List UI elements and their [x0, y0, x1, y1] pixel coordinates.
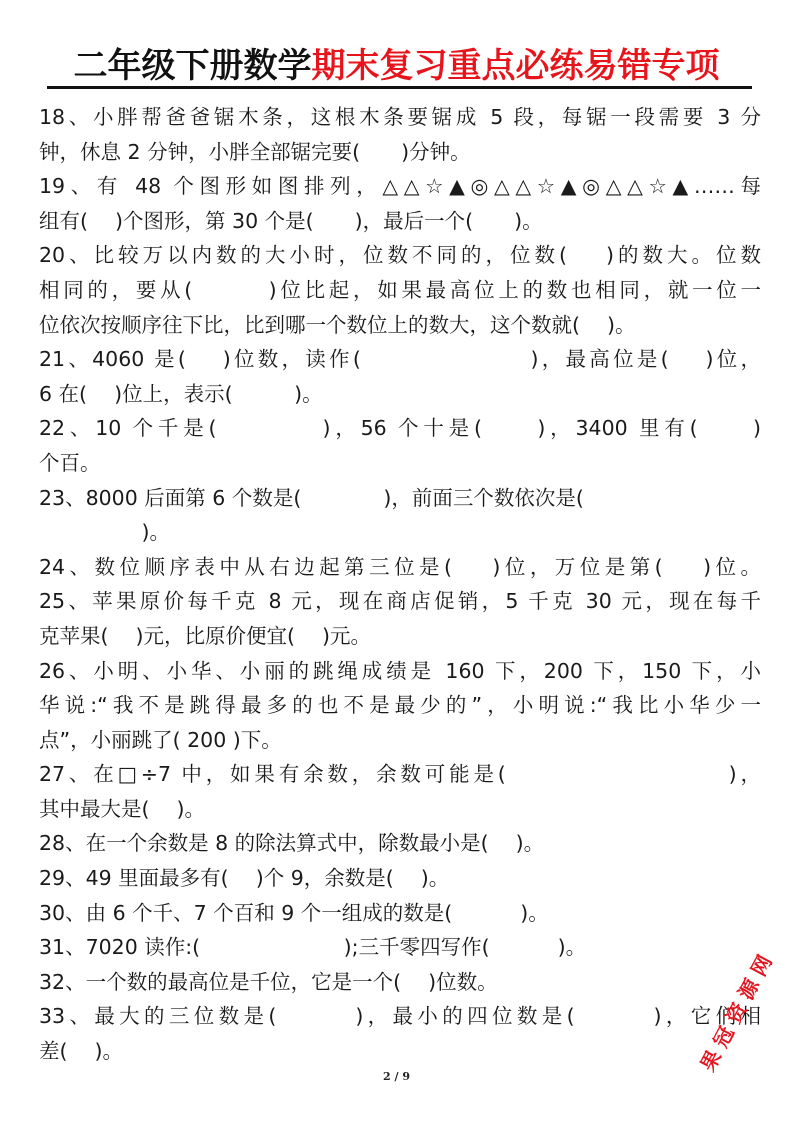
question-line: 23、8000 后面第 6 个数是( )，前面三个数依次是(: [39, 485, 584, 510]
page-number: 2 / 9: [383, 1070, 410, 1083]
question-line: 其中最大是( )。: [39, 796, 206, 821]
question-line: 华说:“我不是跳得最多的也不是最少的”，小明说:“我比小华少一: [39, 693, 761, 718]
question-line: 位依次按顺序往下比，比到哪一个数位上的数大，这个数就( )。: [39, 312, 636, 337]
question-line: 29、49 里面最多有( )个 9，余数是( )。: [39, 866, 450, 891]
title-black-part: 二年级下册数学: [73, 46, 312, 86]
question-line: 26、小明、小华、小丽的跳绳成绩是 160 下，200 下，150 下，小: [39, 658, 761, 683]
question-line: 24、数位顺序表中从右边起第三位是( )位，万位是第( )位。: [39, 554, 761, 579]
question-line: 组有( )个图形，第 30 个是( )，最后一个( )。: [39, 208, 543, 233]
question-line: 22、10 个千是( )，56 个十是( )，3400 里有( ): [39, 416, 761, 441]
question-line: 31、7020 读作:( );三千零四写作( )。: [39, 935, 587, 960]
question-line: 19、有 48 个图形如图排列，△△☆▲◎△△☆▲◎△△☆▲……每: [39, 174, 761, 199]
question-line: 33、最大的三位数是( )，最小的四位数是( )，它们相: [39, 1004, 761, 1029]
title-red-part: 期末复习重点必练易错专项: [311, 46, 720, 86]
question-line: 30、由 6 个千、7 个百和 9 个一组成的数是( )。: [39, 900, 549, 925]
question-line: 25、苹果原价每千克 8 元，现在商店促销，5 千克 30 元，现在每千: [39, 589, 761, 614]
question-line: 相同的，要从( )位比起，如果最高位上的数也相同，就一位一: [39, 277, 761, 302]
question-list: [39, 100, 761, 1069]
watermark: 果 冠 资 源 网: [695, 950, 777, 1076]
question-line: 21、4060 是( )位数，读作( )，最高位是( )位，: [39, 347, 761, 372]
question-line: 20、比较万以内数的大小时，位数不同的，位数( )的数大。位数: [39, 243, 761, 268]
title-underline: [47, 86, 752, 89]
page-title: [0, 38, 793, 87]
question-line: )。: [39, 520, 170, 545]
question-line: 28、在一个余数是 8 的除法算式中，除数最小是( )。: [39, 831, 545, 856]
question-line: 克苹果( )元，比原价便宜( )元。: [39, 623, 372, 648]
question-line: 27、在□÷7 中，如果有余数，余数可能是( )，: [39, 762, 761, 787]
question-line: 18、小胖帮爸爸锯木条，这根木条要锯成 5 段，每锯一段需要 3 分: [39, 105, 761, 129]
question-line: 钟，休息 2 分钟，小胖全部锯完要( )分钟。: [39, 139, 471, 164]
question-line: 6 在( )位上，表示( )。: [39, 381, 323, 406]
question-line: 差( )。: [39, 1039, 124, 1064]
question-line: 32、一个数的最高位是千位，它是一个( )位数。: [39, 969, 498, 994]
question-line: 点”，小丽跳了( 200 )下。: [39, 727, 282, 752]
question-line: 个百。: [39, 450, 101, 475]
